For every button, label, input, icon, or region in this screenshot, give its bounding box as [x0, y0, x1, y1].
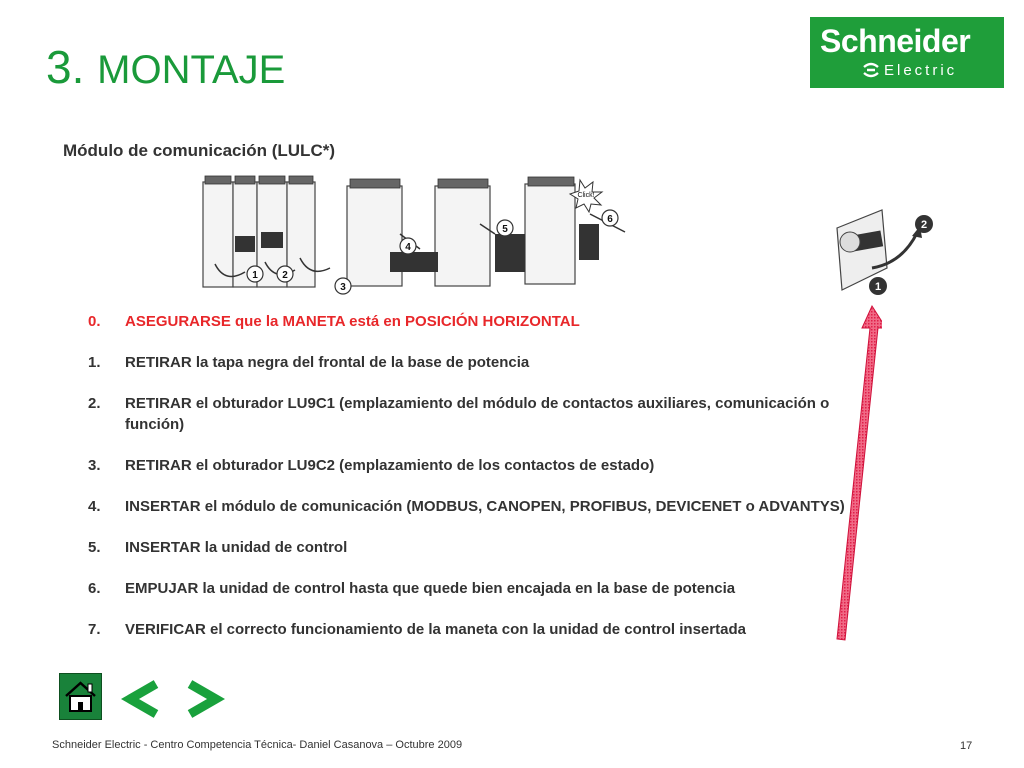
mounting-sequence-illustration — [195, 174, 635, 299]
step-text: RETIRAR la tapa negra del frontal de la base de potencia — [125, 354, 530, 371]
slide-title — [46, 41, 286, 93]
step-item — [88, 311, 848, 332]
step-item — [88, 619, 848, 640]
step-marker: 4 — [405, 242, 411, 253]
logo-name: Schneider — [820, 23, 971, 59]
step-item — [88, 352, 848, 373]
house-icon — [60, 674, 101, 719]
step-number: 0. — [88, 313, 101, 330]
step-item — [88, 578, 848, 599]
title-number: 3. — [46, 41, 85, 93]
step-marker: 6 — [607, 214, 613, 225]
logo-mark-icon — [860, 59, 882, 81]
side-marker: 1 — [874, 281, 882, 293]
schneider-logo — [810, 17, 1004, 88]
footer-text: Schneider Electric - Centro Competencia Técnica- Daniel Casanova – Octubre 2009 — [52, 739, 463, 751]
subtitle: Módulo de comunicación (LULC*) — [63, 141, 335, 160]
step-item — [88, 496, 848, 517]
step-marker: 3 — [340, 282, 346, 293]
step-text: RETIRAR el obturador LU9C1 (emplazamiento del módulo de contactos auxiliares, comunicación o función) — [125, 395, 830, 433]
step-text: INSERTAR el módulo de comunicación (MODBUS, CANOPEN, PROFIBUS, DEVICENET o ADVANTYS) — [125, 498, 845, 515]
step-item — [88, 455, 848, 476]
step-item — [88, 393, 848, 435]
side-marker: 2 — [920, 219, 928, 231]
step-marker: 1 — [252, 270, 258, 281]
step-text: VERIFICAR el correcto funcionamiento de la maneta con la unidad de control insertada — [125, 621, 746, 638]
step-item — [88, 537, 848, 558]
next-slide-button[interactable] — [180, 676, 226, 722]
page-number: 17 — [960, 740, 973, 752]
step-list — [88, 311, 848, 660]
handle-rotation-illustration — [832, 208, 942, 298]
logo-sub: Electric — [884, 62, 958, 79]
click-label: Click! — [577, 192, 595, 199]
step-number: 5. — [88, 539, 101, 556]
step-number: 1. — [88, 354, 101, 371]
step-marker: 5 — [502, 224, 508, 235]
step-marker: 2 — [282, 270, 288, 281]
step-number: 6. — [88, 580, 101, 597]
title-text: MONTAJE — [97, 48, 286, 92]
step-text: INSERTAR la unidad de control — [125, 539, 348, 556]
step-text: RETIRAR el obturador LU9C2 (emplazamiento de los contactos de estado) — [125, 457, 655, 474]
red-arrow-icon — [832, 302, 882, 644]
step-number: 3. — [88, 457, 101, 474]
home-button[interactable] — [59, 673, 102, 720]
step-number: 7. — [88, 621, 101, 638]
previous-slide-button[interactable] — [120, 676, 166, 722]
step-number: 4. — [88, 498, 101, 515]
step-text: EMPUJAR la unidad de control hasta que quede bien encajada en la base de potencia — [125, 580, 736, 597]
step-number: 2. — [88, 395, 101, 412]
step-text: ASEGURARSE que la MANETA está en POSICIÓN HORIZONTAL — [125, 313, 580, 330]
